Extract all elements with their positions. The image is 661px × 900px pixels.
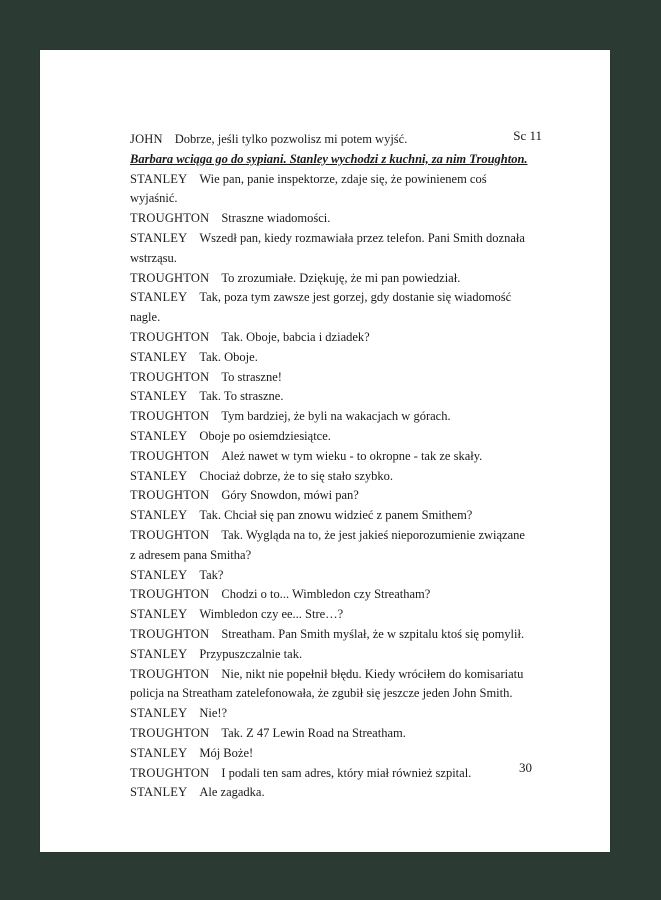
speaker-name: TROUGHTON (130, 448, 210, 463)
dialogue-line (130, 328, 530, 348)
dialogue-text: Wszedł pan, kiedy rozmawiała przez telefon. Pani Smith doznała wstrząsu. (130, 230, 525, 265)
dialogue-text: Tym bardziej, że byli na wakacjach w górach. (221, 409, 451, 424)
dialogue-line (130, 229, 530, 269)
dialogue-text: Tak, poza tym zawsze jest gorzej, gdy dostanie się wiadomość nagle. (130, 290, 512, 325)
dialogue-line (130, 387, 530, 407)
speaker-name: STANLEY (130, 389, 188, 404)
speaker-name: STANLEY (130, 290, 188, 305)
speaker-name: TROUGHTON (130, 270, 210, 285)
dialogue-text: Nie!? (199, 706, 228, 721)
dialogue-line (130, 269, 530, 289)
page-number: 30 (519, 760, 532, 775)
dialogue-text: Mój Boże! (199, 745, 254, 760)
dialogue-text: Góry Snowdon, mówi pan? (221, 488, 359, 503)
dialogue-text: Tak. Chciał się pan znowu widzieć z panem Smithem? (199, 508, 473, 523)
dialogue-text: Wimbledon czy ee... Stre…? (199, 607, 344, 622)
speaker-name: STANLEY (130, 646, 188, 661)
dialogue-line (130, 645, 530, 665)
speaker-name: TROUGHTON (130, 587, 210, 602)
dialogue-line (130, 526, 530, 566)
speaker-name: TROUGHTON (130, 725, 210, 740)
dialogue-line (130, 585, 530, 605)
dialogue-text: Nie, nikt nie popełnił błędu. Kiedy wróciłem do komisariatu policja na Streatham zatelefonowała, że zgubił się jeszcze jeden John Smith. (130, 666, 524, 701)
speaker-name: JOHN (130, 132, 163, 146)
dialogue-line (130, 605, 530, 625)
dialogue-line (130, 704, 530, 724)
dialogue-text: Wie pan, panie inspektorze, zdaje się, że powinienem coś wyjaśnić. (130, 171, 487, 206)
speaker-name: TROUGHTON (130, 765, 210, 780)
dialogue-line (130, 348, 530, 368)
speaker-name: STANLEY (130, 745, 188, 760)
speaker-name: STANLEY (130, 230, 188, 245)
dialogue-line (130, 427, 530, 447)
speaker-name: TROUGHTON (130, 527, 210, 542)
dialogue-line (130, 783, 530, 803)
speaker-name: STANLEY (130, 468, 188, 483)
dialogue-line (130, 724, 530, 744)
dialogue-text: I podali ten sam adres, który miał również szpital. (221, 765, 472, 780)
dialogue-text: To zrozumiałe. Dziękuję, że mi pan powiedział. (221, 270, 461, 285)
dialogue-line (130, 566, 530, 586)
dialogue-line (130, 665, 530, 705)
dialogue-line (130, 170, 530, 210)
speaker-name: STANLEY (130, 785, 188, 800)
dialogue-text: Ależ nawet w tym wieku - to okropne - tak ze skały. (221, 448, 483, 463)
speaker-name: STANLEY (130, 607, 188, 622)
speaker-name: TROUGHTON (130, 369, 210, 384)
speaker-name: TROUGHTON (130, 488, 210, 503)
dialogue-text: Oboje po osiemdziesiątce. (199, 428, 331, 443)
dialogue-text: Przypuszczalnie tak. (199, 646, 303, 661)
stage-direction (130, 150, 530, 170)
speaker-name: TROUGHTON (130, 211, 210, 226)
dialogue-line (130, 407, 530, 427)
dialogue-line (130, 764, 530, 784)
dialogue-line (130, 744, 530, 764)
dialogue-line (130, 288, 530, 328)
dialogue-text: Tak? (199, 567, 224, 582)
dialogue-text: Tak. Wygląda na to, że jest jakieś nieporozumienie związane z adresem pana Smitha? (130, 527, 525, 562)
dialogue-line (130, 486, 530, 506)
dialogue-text: Dobrze, jeśli tylko pozwolisz mi potem wyjść. (174, 132, 408, 146)
dialogue-line (130, 447, 530, 467)
speaker-name: STANLEY (130, 428, 188, 443)
dialogue-line (130, 368, 530, 388)
dialogue-text: Tak. Oboje, babcia i dziadek? (221, 329, 370, 344)
speaker-name: STANLEY (130, 508, 188, 523)
speaker-name: TROUGHTON (130, 626, 210, 641)
speaker-name: TROUGHTON (130, 666, 210, 681)
dialogue-text: Tak. To straszne. (199, 389, 284, 404)
dialogue-text: Straszne wiadomości. (221, 211, 331, 226)
script-page (40, 50, 610, 852)
dialogue-text: Chodzi o to... Wimbledon czy Streatham? (221, 587, 431, 602)
script-body (130, 130, 530, 803)
dialogue-text: Streatham. Pan Smith myślał, że w szpitalu ktoś się pomylił. (221, 626, 525, 641)
stage-direction-text: Barbara wciąga go do sypiani. Stanley wychodzi z kuchni, za nim Troughton. (130, 151, 528, 166)
dialogue-text: Chociaż dobrze, że to się stało szybko. (199, 468, 394, 483)
speaker-name: TROUGHTON (130, 409, 210, 424)
scene-label: Sc 11 (513, 128, 542, 143)
speaker-name: STANLEY (130, 171, 188, 186)
dialogue-line (130, 625, 530, 645)
dialogue-text: To straszne! (221, 369, 282, 384)
dialogue-text: Tak. Oboje. (199, 349, 258, 364)
dialogue-line (130, 209, 530, 229)
speaker-name: STANLEY (130, 567, 188, 582)
dialogue-line (130, 467, 530, 487)
dialogue-text: Ale zagadka. (199, 785, 265, 800)
dialogue-line (130, 130, 530, 150)
dialogue-text: Tak. Z 47 Lewin Road na Streatham. (221, 725, 406, 740)
speaker-name: TROUGHTON (130, 329, 210, 344)
speaker-name: STANLEY (130, 706, 188, 721)
speaker-name: STANLEY (130, 349, 188, 364)
dialogue-line (130, 506, 530, 526)
